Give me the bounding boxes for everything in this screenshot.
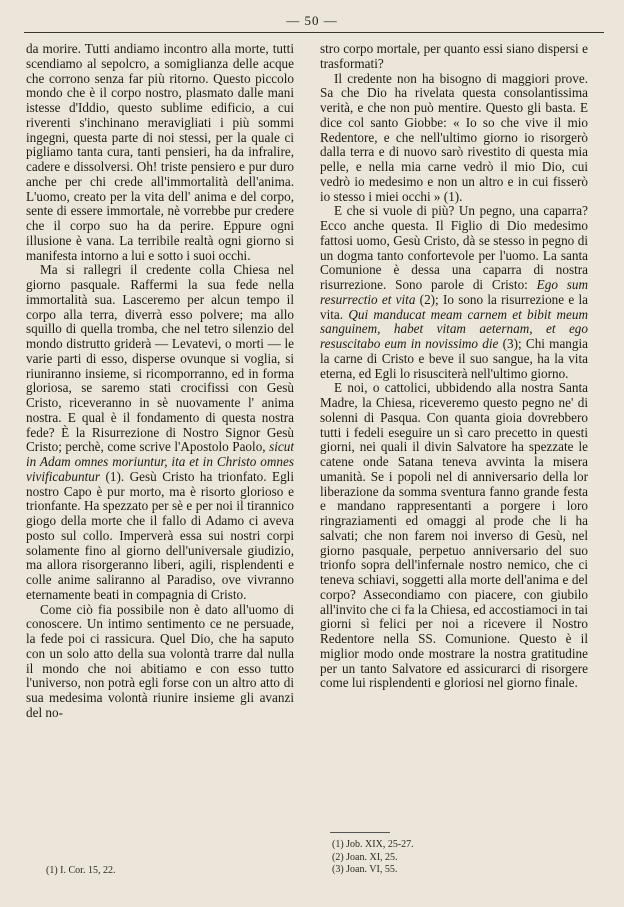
footnote: (3) Joan. VI, 55. — [332, 864, 398, 875]
footnotes-right — [332, 839, 414, 877]
paragraph — [26, 603, 294, 721]
footnote-rule — [330, 832, 390, 833]
paragraph-text: (1). Gesù Cristo ha trionfato. Egli nostro Capo è pur morto, ma è risorto glorioso e trionfante. Ha spezzato per sè e per noi il tirannico giogo della morte che il fallo di Adamo ci aveva posto sul collo. Imperverà essa sui nostri corpi solamente fino al giorno dell'universale giudizio, ma allora risorgeranno liberi, agili, risplendenti e colle anime saliranno al Paradiso, ove vivranno eternamente beati in compagnia di Cristo. — [26, 468, 294, 602]
header-rule — [24, 32, 604, 33]
footnotes-left — [46, 865, 115, 878]
footnote: (1) I. Cor. 15, 22. — [46, 865, 116, 876]
footnote: (2) Joan. XI, 25. — [332, 851, 398, 863]
paragraph-text: E noi, o cattolici, ubbidendo alla nostra Santa Madre, la Chiesa, riceveremo questo pegno ne' di solenni di Pasqua. Con quanta gioia dovrebbero tutti i fedeli eseguire un sì caro precetto in questi giorni, nei quali il divin Salvatore ha spezzate le catene onde Satana teneva avvinta la misera umanità. Se i popoli nel di anniversario della lor liberazione da somma sventura fanno grande festa e mandano rappresentanti a porgere i loro ringraziamenti ed omaggi al prode che li ha salvati; che non farem noi inverso di Gesù, nel giorno pasquale, perpetuo anniversario del suo trionfo sopra dell'infernale nostro nemico, che ci teneva schiavi, soggetti alla morte dell'anima e del corpo? Assecondiamo con piacere, con giubilo all'invito che ci fa la Chiesa, ed accostiamoci in tai giorni sì felici per noi a ricevere il Nostro Redentore nella SS. Comunione. Questo è il miglior modo onde mostrare la nostra gratitudine per un tanto Salvatore ed assicurarci di risorgere come lui risplendenti e gloriosi nel giorno finale. — [320, 380, 588, 691]
paragraph-text: E che si vuole di più? Un pegno, una caparra? Ecco anche questa. Il Figlio di Dio medesimo fattosi uomo, Gesù Cristo, dà se stesso in pegno di un dogma tanto confortevole per l'uomo. La santa Comunione è dessa una caparra di nostra risurrezione. Sono parole di Cristo: — [320, 203, 588, 292]
paragraph-text: (3); Chi mangia la carne di Cristo e beve il suo sangue, ha la vita eterna, ed Egli lo risusciterà nell'ultimo giorno. — [320, 336, 589, 381]
page-number: — 50 — — [286, 13, 338, 28]
latin-quote: Qui manducat meam carnem et bibit meum sanguinem, habet vitam aeternam, et ego resuscitabo eum in novissimo die — [320, 306, 588, 351]
latin-quote: sicut in Adam omnes moriuntur, ita et in Christo omnes vivificabuntur — [26, 439, 294, 484]
paragraph — [320, 42, 588, 72]
latin-quote: Ego sum resurrectio et vita — [320, 277, 588, 307]
paragraph-text: stro corpo mortale, per quanto essi siano dispersi e trasformati? — [320, 41, 588, 71]
paragraph — [26, 42, 294, 263]
right-column — [320, 42, 588, 691]
paragraph — [26, 263, 294, 602]
paragraph — [320, 381, 588, 691]
paragraph-text: da morire. Tutti andiamo incontro alla morte, tutti scendiamo al sepolcro, a somiglianza delle acque che corrono senza far più ritorno. Questo piccolo mondo che è il corpo nostro, plasmato dalle mani istesse d'Iddio, questo sublime edificio, a cui riverenti s'inchinano meravigliati i più sommi ingegni, questa parte di noi stessi, per la quale ci pigliamo tanta cura, tanti pensieri, ha da infralire, cadere e dissolversi. Oh! triste pensiero e pur duro anche per chi crede all'immortalità dell'anima. L'uomo, creato per la vita dell' anima e del corpo, sente di essere immortale, nè vorrebbe pur credere che il corpo suo ha da perire. Eppure ogni illusione è vana. La terribile realtà ogni giorno si manifesta intorno a lui e sotto i suoi occhi. — [26, 41, 294, 263]
paragraph-text: Ma si rallegri il credente colla Chiesa nel giorno pasquale. Raffermi la sua fede nella immortalità sua. Lasceremo per alcun tempo il corpo alla terra, diverrà esso polvere; ma allo squillo di quella tromba, che nel tetro silenzio del mondo distrutto griderà — Levatevi, o morti — le varie parti di esso, disperse ovunque si voglia, si riuniranno insieme, si ricomporranno, ed in forma gloriosa, se saremo stati crocifissi con Gesù Cristo, riceveranno in sè nuovamente l' anima nostra. E qual è il fondamento di questa nostra fede? È la Risurrezione di Nostro Signor Gesù Cristo; perchè, come scrive l'Apostolo Paolo, — [26, 262, 294, 455]
paragraph-text: Come ciò fia possibile non è dato all'uomo di conoscere. Un intimo sentimento ce ne persuade, la fede poi ci rassicura. Quel Dio, che ha saputo con un solo atto della sua volontà trarre dal nulla il mondo che noi abitiamo e con esso tutto l'universo, non potrà egli forse con un altro atto di sua medesima volontà riunire insieme gli avanzi del no- — [26, 601, 294, 720]
paragraph-text: Il credente non ha bisogno di maggiori prove. Sa che Dio ha rivelata questa consolantissima verità, e che non può mentire. Questo gli basta. E dice col santo Giobbe: « Io so che vive il mio Redentore, e che nell'ultimo giorno io risorgerò dalla terra e di nuovo sarò rivestito di questa mia pelle, e nella mia carne vedrò il mio Dio, cui vedrò io medesimo e non un altro e in cui fisserò io stesso i miei occhi » (1). — [320, 70, 588, 204]
left-column — [26, 42, 294, 721]
paragraph — [320, 72, 588, 205]
paragraph-text: (2); Io sono la risurrezione e la vita. — [320, 291, 588, 322]
footnote: (1) Job. XIX, 25-27. — [332, 839, 414, 850]
paragraph — [320, 204, 588, 381]
